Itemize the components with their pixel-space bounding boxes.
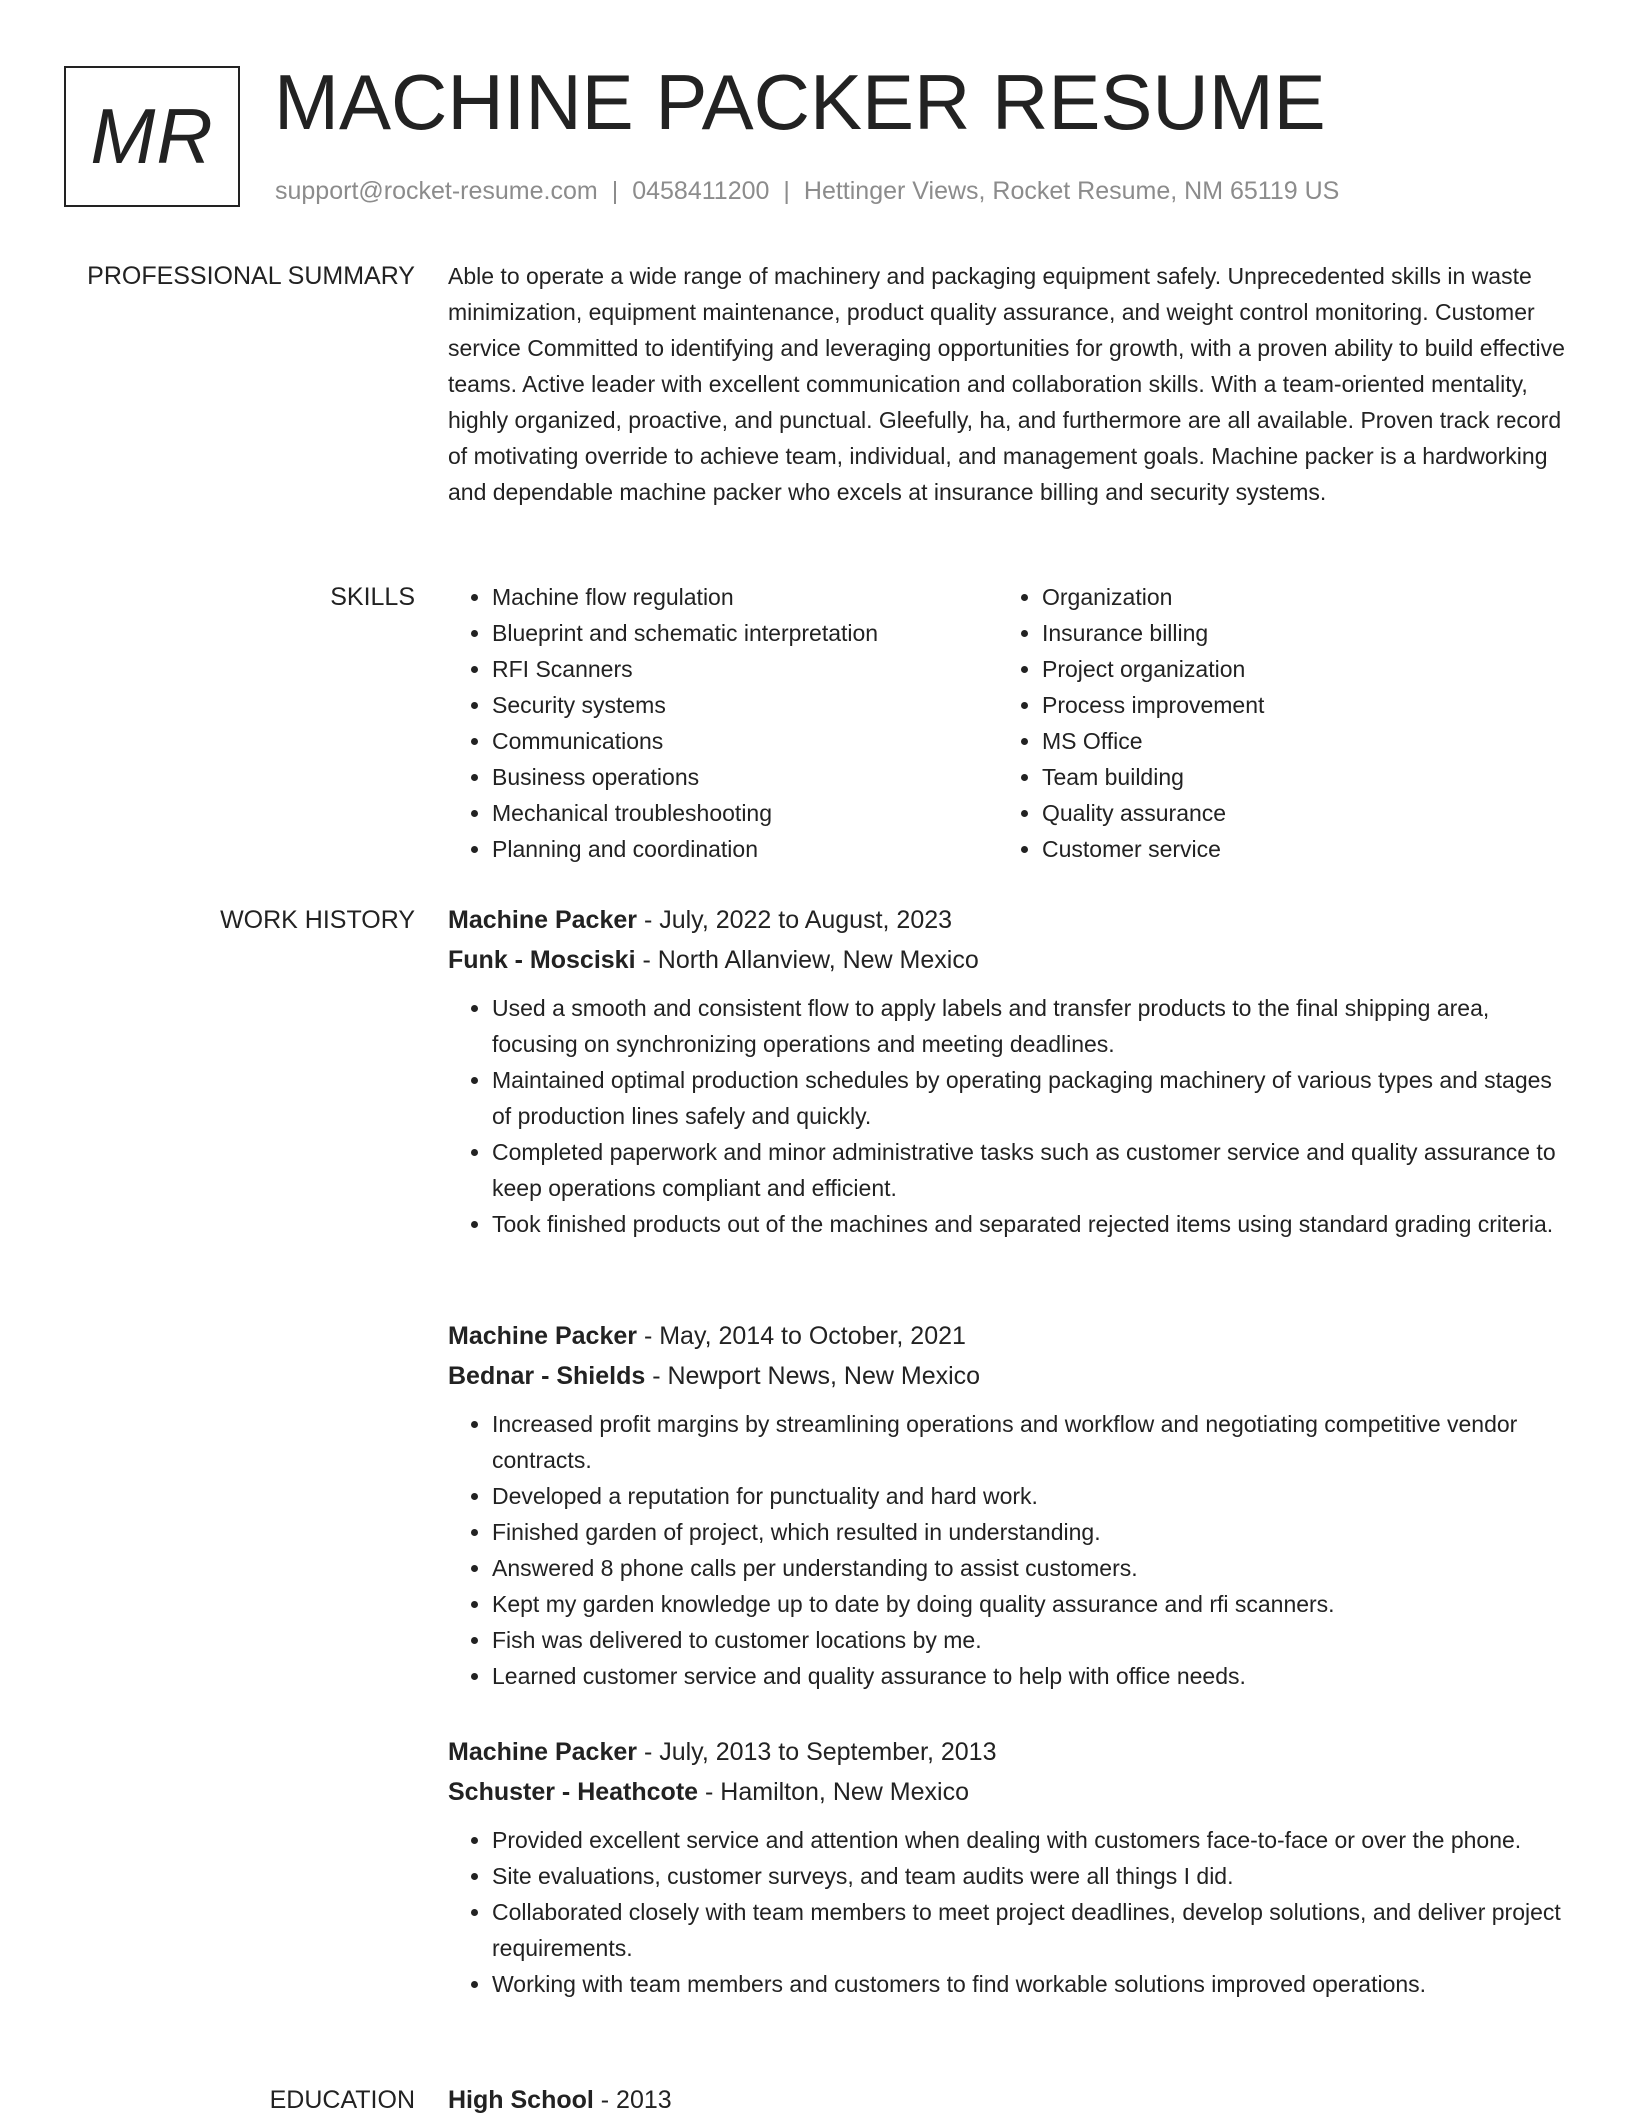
job-bullet: • Maintained optimal production schedules by operating packaging machinery of various types and stages of production lines safely and quickly. <box>492 1062 1573 1134</box>
job-bullet: • Answered 8 phone calls per understanding to assist customers. <box>492 1550 1573 1586</box>
skill-item: • Process improvement <box>1042 687 1548 723</box>
job-title-line <box>448 1732 1573 1772</box>
job-bullet: • Site evaluations, customer surveys, and team audits were all things I did. <box>492 1858 1573 1894</box>
skill-item: • MS Office <box>1042 723 1548 759</box>
monogram-initials: MR <box>90 92 214 180</box>
job-bullet: • Developed a reputation for punctuality and hard work. <box>492 1478 1573 1514</box>
skill-item: • Project organization <box>1042 651 1548 687</box>
section-label-summary: PROFESSIONAL SUMMARY <box>87 262 415 290</box>
job-bullet: • Used a smooth and consistent flow to apply labels and transfer products to the final shipping area, focusing on synchronizing operations and meeting deadlines. <box>492 990 1573 1062</box>
job-bullet: • Provided excellent service and attention when dealing with customers face-to-face or over the phone. <box>492 1822 1573 1858</box>
skills-grid <box>448 579 1573 867</box>
job-title-line <box>448 1316 1573 1356</box>
job-bullet: • Collaborated closely with team members to meet project deadlines, develop solutions, and deliver project requirements. <box>492 1894 1573 1966</box>
job-bullet: • Completed paperwork and minor administrative tasks such as customer service and quality assurance to keep operations compliant and efficient. <box>492 1134 1573 1206</box>
job-title-line <box>448 900 1573 940</box>
job-bullet: • Working with team members and customers to find workable solutions improved operations. <box>492 1966 1573 2002</box>
skill-item: • RFI Scanners <box>492 651 998 687</box>
job-bullet: • Took finished products out of the machines and separated rejected items using standard grading criteria. <box>492 1206 1573 1242</box>
job-title: Machine Packer <box>448 1322 637 1350</box>
job-bullet: • Learned customer service and quality assurance to help with office needs. <box>492 1658 1573 1694</box>
contact-separator: | <box>783 177 790 205</box>
skill-item: • Customer service <box>1042 831 1548 867</box>
skill-item: • Communications <box>492 723 998 759</box>
skill-item: • Business operations <box>492 759 998 795</box>
job-dates: - May, 2014 to October, 2021 <box>643 1322 966 1350</box>
job-company: Bednar - Shields <box>448 1362 646 1390</box>
job-company: Funk - Mosciski <box>448 946 636 974</box>
contact-address: Hettinger Views, Rocket Resume, NM 65119 US <box>803 177 1340 205</box>
job-bullets <box>448 990 1573 1242</box>
section-label-skills: SKILLS <box>330 583 415 611</box>
job-bullet: • Kept my garden knowledge up to date by doing quality assurance and rfi scanners. <box>492 1586 1573 1622</box>
job-dates: - July, 2022 to August, 2023 <box>643 906 953 934</box>
skill-item: • Mechanical troubleshooting <box>492 795 998 831</box>
contact-email[interactable]: support@rocket-resume.com <box>275 177 598 205</box>
resume-title: MACHINE PACKER RESUME <box>274 58 1326 146</box>
skill-item: • Quality assurance <box>1042 795 1548 831</box>
job-company-line <box>448 940 1573 980</box>
education-year: - 2013 <box>600 2086 672 2114</box>
job-bullets <box>448 1822 1573 2002</box>
skill-item: • Blueprint and schematic interpretation <box>492 615 998 651</box>
job-company-line <box>448 1356 1573 1396</box>
contact-separator: | <box>611 177 619 205</box>
education-line <box>448 2080 1573 2120</box>
education-degree: High School <box>448 2086 594 2114</box>
job-bullet: • Increased profit margins by streamlining operations and workflow and negotiating competitive vendor contracts. <box>492 1406 1573 1478</box>
job-title: Machine Packer <box>448 906 637 934</box>
section-label-work-history: WORK HISTORY <box>220 906 415 934</box>
job-bullet: • Fish was delivered to customer locations by me. <box>492 1622 1573 1658</box>
monogram <box>64 66 240 207</box>
skills-column-right <box>998 579 1548 867</box>
job-dates: - July, 2013 to September, 2013 <box>643 1738 997 1766</box>
job-location: - North Allanview, New Mexico <box>642 946 979 974</box>
job-bullet: • Finished garden of project, which resulted in understanding. <box>492 1514 1573 1550</box>
contact-phone[interactable]: 0458411200 <box>632 177 770 205</box>
job-location: - Newport News, New Mexico <box>652 1362 981 1390</box>
skills-column-left <box>448 579 998 867</box>
skill-item: • Planning and coordination <box>492 831 998 867</box>
summary-text: Able to operate a wide range of machinery and packaging equipment safely. Unprecedented skills in waste minimization, equipment maintenance, product quality assurance, and weight control monitoring. Customer service Committed to identifying and leveraging opportunities for growth, with a proven ability to build effective teams. Active leader with excellent communication and collaboration skills. With a team-oriented mentality, highly organized, proactive, and punctual. Gleefully, ha, and furthermore are all available. Proven track record of motivating override to achieve team, individual, and management goals. Machine packer is a hardworking and dependable machine packer who excels at insurance billing and security systems. <box>448 263 1565 505</box>
job-company: Schuster - Heathcote <box>448 1778 699 1806</box>
skill-item: • Organization <box>1042 579 1548 615</box>
skill-item: • Team building <box>1042 759 1548 795</box>
skill-item: • Machine flow regulation <box>492 579 998 615</box>
skill-item: • Insurance billing <box>1042 615 1548 651</box>
job-location: - Hamilton, New Mexico <box>705 1778 969 1806</box>
section-label-education: EDUCATION <box>269 2086 415 2114</box>
job-company-line <box>448 1772 1573 1812</box>
job-bullets <box>448 1406 1573 1694</box>
skill-item: • Security systems <box>492 687 998 723</box>
contact-line <box>275 175 1339 207</box>
job-title: Machine Packer <box>448 1738 637 1766</box>
